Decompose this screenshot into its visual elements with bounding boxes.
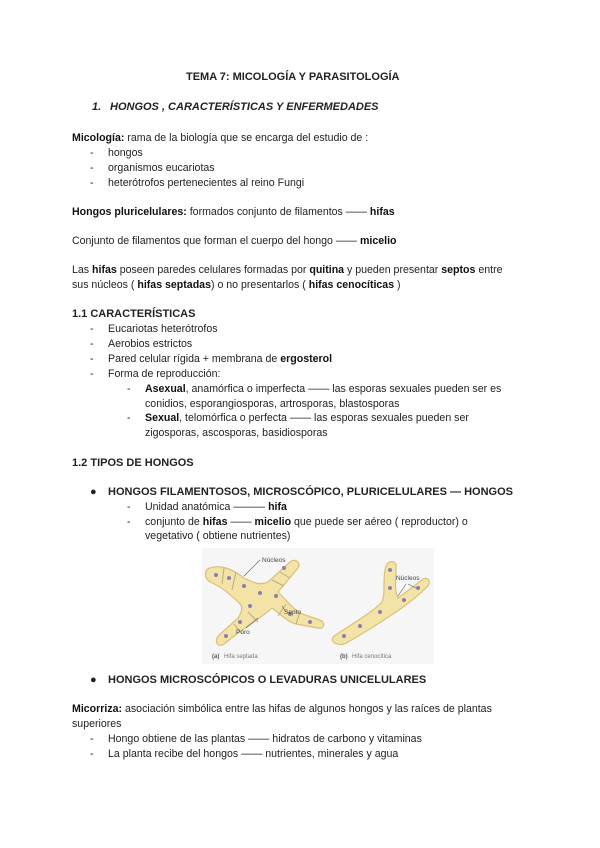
section-1-2-heading: 1.2 TIPOS DE HONGOS	[72, 457, 194, 469]
caption-a-tag: (a)	[212, 654, 220, 660]
tipo-levaduras: HONGOS MICROSCÓPICOS O LEVADURAS UNICELULARES	[108, 674, 427, 686]
conjunto-text: Conjunto de filamentos que forman el cuerpo del hongo ——	[72, 235, 360, 247]
conjunto-result: micelio	[359, 235, 397, 247]
bold-term: hifas	[92, 264, 117, 276]
document-title: TEMA 7: MICOLOGÍA Y PARASITOLOGÍA	[186, 71, 400, 83]
bullet-dot: ●	[90, 486, 97, 498]
text-run: que puede ser aéreo ( reproductor) o	[291, 516, 468, 528]
micologia-definition: rama de la biología que se encarga del estudio de :	[124, 132, 369, 144]
bold-term: Micorriza:	[72, 703, 123, 715]
text-run: conjunto de	[145, 516, 203, 528]
bold-term: Asexual	[145, 383, 186, 395]
caption-b-tag: (b)	[340, 654, 348, 660]
hifas-paragraph-line-2	[72, 278, 401, 292]
text-run: asociación simbólica entre las hifas de algunos hongos y las raíces de plantas	[122, 703, 492, 715]
asexual-line-2: conidios, esporangiosporas, artrosporas, blastosporas	[145, 398, 400, 410]
text-run: entre	[475, 264, 503, 276]
section-1-1-heading: 1.1 CARACTERÍSTICAS	[72, 308, 196, 320]
caption-a: Hifa septada	[224, 654, 258, 660]
pluricelulares-text: formados conjunto de filamentos ——	[186, 206, 370, 218]
text-run: Unidad anatómica ———	[145, 501, 269, 513]
caracteristica-item: Forma de reproducción:	[108, 368, 221, 380]
dash-marker: -	[127, 516, 131, 528]
label-poro: Poro	[236, 629, 250, 636]
dash-marker: -	[90, 147, 94, 159]
label-nucleos-a: Núcleos	[262, 557, 286, 564]
dash-marker: -	[90, 353, 94, 365]
bullet-dot: ●	[90, 674, 97, 686]
dash-marker: -	[90, 323, 94, 335]
label-nucleos-b: Núcleos	[396, 575, 420, 582]
dash-marker: -	[90, 368, 94, 380]
bold-term: micelio	[254, 516, 292, 528]
section-1-title: HONGOS , CARACTERÍSTICAS Y ENFERMEDADES	[110, 101, 379, 113]
micologia-item: hongos	[108, 147, 143, 159]
bold-term: hifas	[202, 516, 228, 528]
hifas-paragraph-line-1	[72, 263, 503, 277]
label-septo: Septo	[284, 609, 301, 616]
dash-marker: -	[127, 412, 131, 424]
conjunto-hifas-line-1	[145, 515, 468, 529]
pluricelulares-result: hifas	[369, 206, 395, 218]
micorriza-item: La planta recibe del hongos —— nutrientes, minerales y agua	[108, 748, 399, 760]
dash-marker: -	[127, 383, 131, 395]
dash-marker: -	[90, 177, 94, 189]
caracteristica-item: Eucariotas heterótrofos	[108, 323, 218, 335]
pluricelulares-term: Hongos pluricelulares:	[72, 206, 187, 218]
dash-marker: -	[90, 162, 94, 174]
caption-b: Hifa cenocítica	[352, 654, 392, 660]
tipo-filamentosos: HONGOS FILAMENTOSOS, MICROSCÓPICO, PLURICELULARES — HONGOS	[108, 486, 513, 498]
text-run: y pueden presentar	[344, 264, 442, 276]
text-run: sus núcleos (	[72, 279, 138, 291]
caracteristica-item-pared	[108, 352, 332, 366]
dash-marker: -	[90, 748, 94, 760]
text-run: , telomórfica o perfecta —— las esporas sexuales pueden ser	[179, 412, 469, 424]
conjunto-hifas-line-2: vegetativo ( obtiene nutrientes)	[145, 530, 291, 542]
sexual-line-2: zigosporas, ascosporas, basidiosporas	[145, 427, 328, 439]
sexual-line-1	[145, 411, 469, 425]
micologia-paragraph	[72, 131, 368, 145]
dash-marker: -	[127, 501, 131, 513]
hyphae-figure	[202, 548, 434, 664]
text-run: ) o no presentarlos (	[210, 279, 309, 291]
micologia-item: organismos eucariotas	[108, 162, 215, 174]
micologia-item: heterótrofos pertenecientes al reino Fungi	[108, 177, 305, 189]
unidad-anatomica	[145, 500, 287, 514]
micorriza-line-2: superiores	[72, 718, 122, 730]
pluricelulares-paragraph	[72, 205, 395, 219]
micorriza-line-1	[72, 702, 492, 716]
section-1-number: 1.	[92, 101, 102, 113]
text-run: poseen paredes celulares formadas por	[116, 264, 310, 276]
dash-marker: -	[90, 733, 94, 745]
bold-term: ergosterol	[280, 353, 333, 365]
bold-term: Sexual	[145, 412, 180, 424]
bold-term: hifa	[268, 501, 287, 513]
micologia-term: Micología:	[72, 132, 125, 144]
bold-term: septos	[441, 264, 476, 276]
text-run: , anamórfica o imperfecta —— las esporas sexuales pueden ser es	[185, 383, 502, 395]
conjunto-paragraph	[72, 234, 397, 248]
text-run: )	[394, 279, 401, 291]
text-run: Las	[72, 264, 93, 276]
text-run: ——	[227, 516, 255, 528]
asexual-line-1	[145, 382, 501, 396]
dash-marker: -	[90, 338, 94, 350]
bold-term: hifas septadas	[137, 279, 211, 291]
text-run: Pared celular rígida + membrana de	[108, 353, 281, 365]
bold-term: quitina	[309, 264, 345, 276]
caracteristica-item: Aerobios estrictos	[108, 338, 193, 350]
micorriza-item: Hongo obtiene de las plantas —— hidratos de carbono y vitaminas	[108, 733, 422, 745]
bold-term: hifas cenocíticas	[308, 279, 395, 291]
